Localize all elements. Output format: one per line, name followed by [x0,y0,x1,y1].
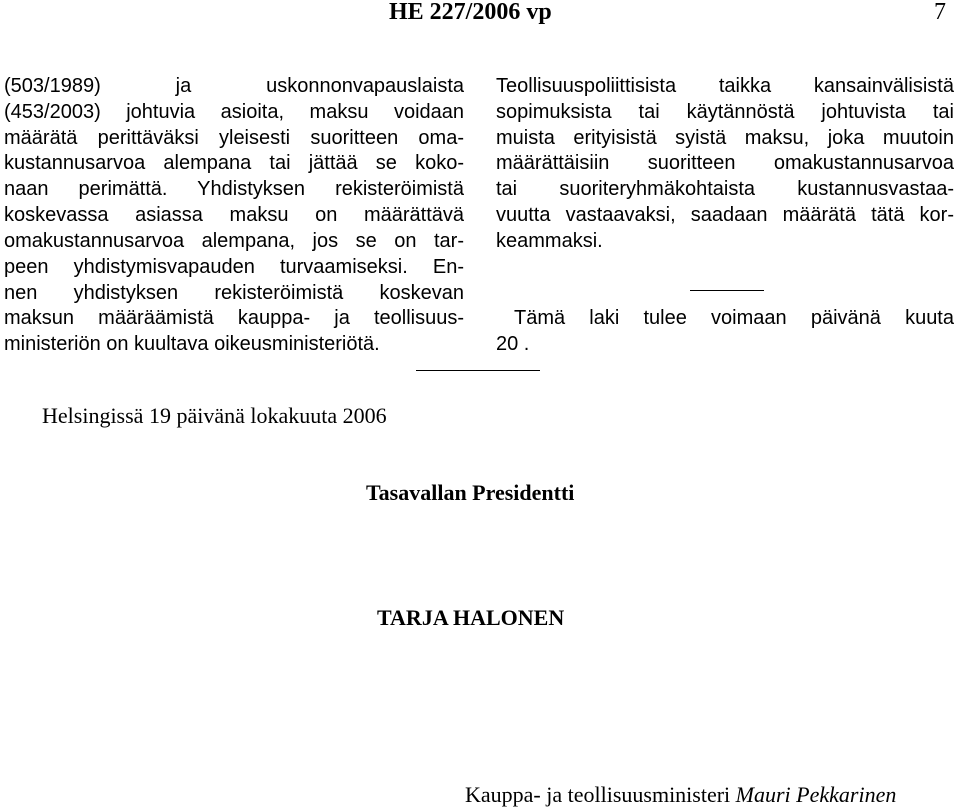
right-line-6: vuutta vastaavaksi, saadaan määrätä tätä kor- [496,204,954,226]
minister-signature [465,782,896,808]
minister-role: Kauppa- ja teollisuusministeri [465,782,731,807]
page-number: 7 [934,0,946,25]
president-name: TARJA HALONEN [377,605,565,630]
right-line-4: määrättäisiin suoritteen omakustannusarvoa [496,152,954,174]
right-line-1: Teollisuuspoliittisista taikka kansainvälisistä [496,75,954,97]
left-line-5: naan perimättä. Yhdistyksen rekisteröimistä [4,178,464,200]
left-line-6: koskevassa asiassa maksu on määrättävä [4,204,464,226]
left-line-7: omakustannusarvoa alempana, jos se on tar- [4,230,464,252]
effective-date-line: Tämä laki tulee voimaan päivänä kuuta [514,307,954,329]
section-divider-right [690,290,764,291]
right-line-3: muista erityisistä syistä maksu, joka muutoin [496,127,954,149]
left-line-4: kustannusarvoa alempana tai jättää se koko- [4,152,464,174]
minister-name: Mauri Pekkarinen [735,782,897,807]
document-id: HE 227/2006 vp [389,0,552,25]
right-line-5: tai suoriteryhmäkohtaista kustannusvastaa- [496,178,954,200]
effective-date-year: 20 . [496,333,530,355]
left-line-11: ministeriön on kuultava oikeusministeriötä. [4,333,380,355]
left-line-2: (453/2003) johtuvia asioita, maksu voidaan [4,101,464,123]
left-line-9: nen yhdistyksen rekisteröimistä koskevan [4,282,464,304]
president-title: Tasavallan Presidentti [366,480,575,505]
place-date: Helsingissä 19 päivänä lokakuuta 2006 [42,403,387,428]
left-line-3: määrätä perittäväksi yleisesti suoritteen oma- [4,127,464,149]
right-line-2: sopimuksista tai käytännöstä johtuvista tai [496,101,954,123]
right-line-7: keammaksi. [496,230,603,252]
left-line-8: peen yhdistymisvapauden turvaamiseksi. En- [4,256,464,278]
section-divider-center [416,370,540,371]
left-line-10: maksun määräämistä kauppa- ja teollisuus- [4,307,464,329]
left-line-1: (503/1989) ja uskonnonvapauslaista [4,75,464,97]
